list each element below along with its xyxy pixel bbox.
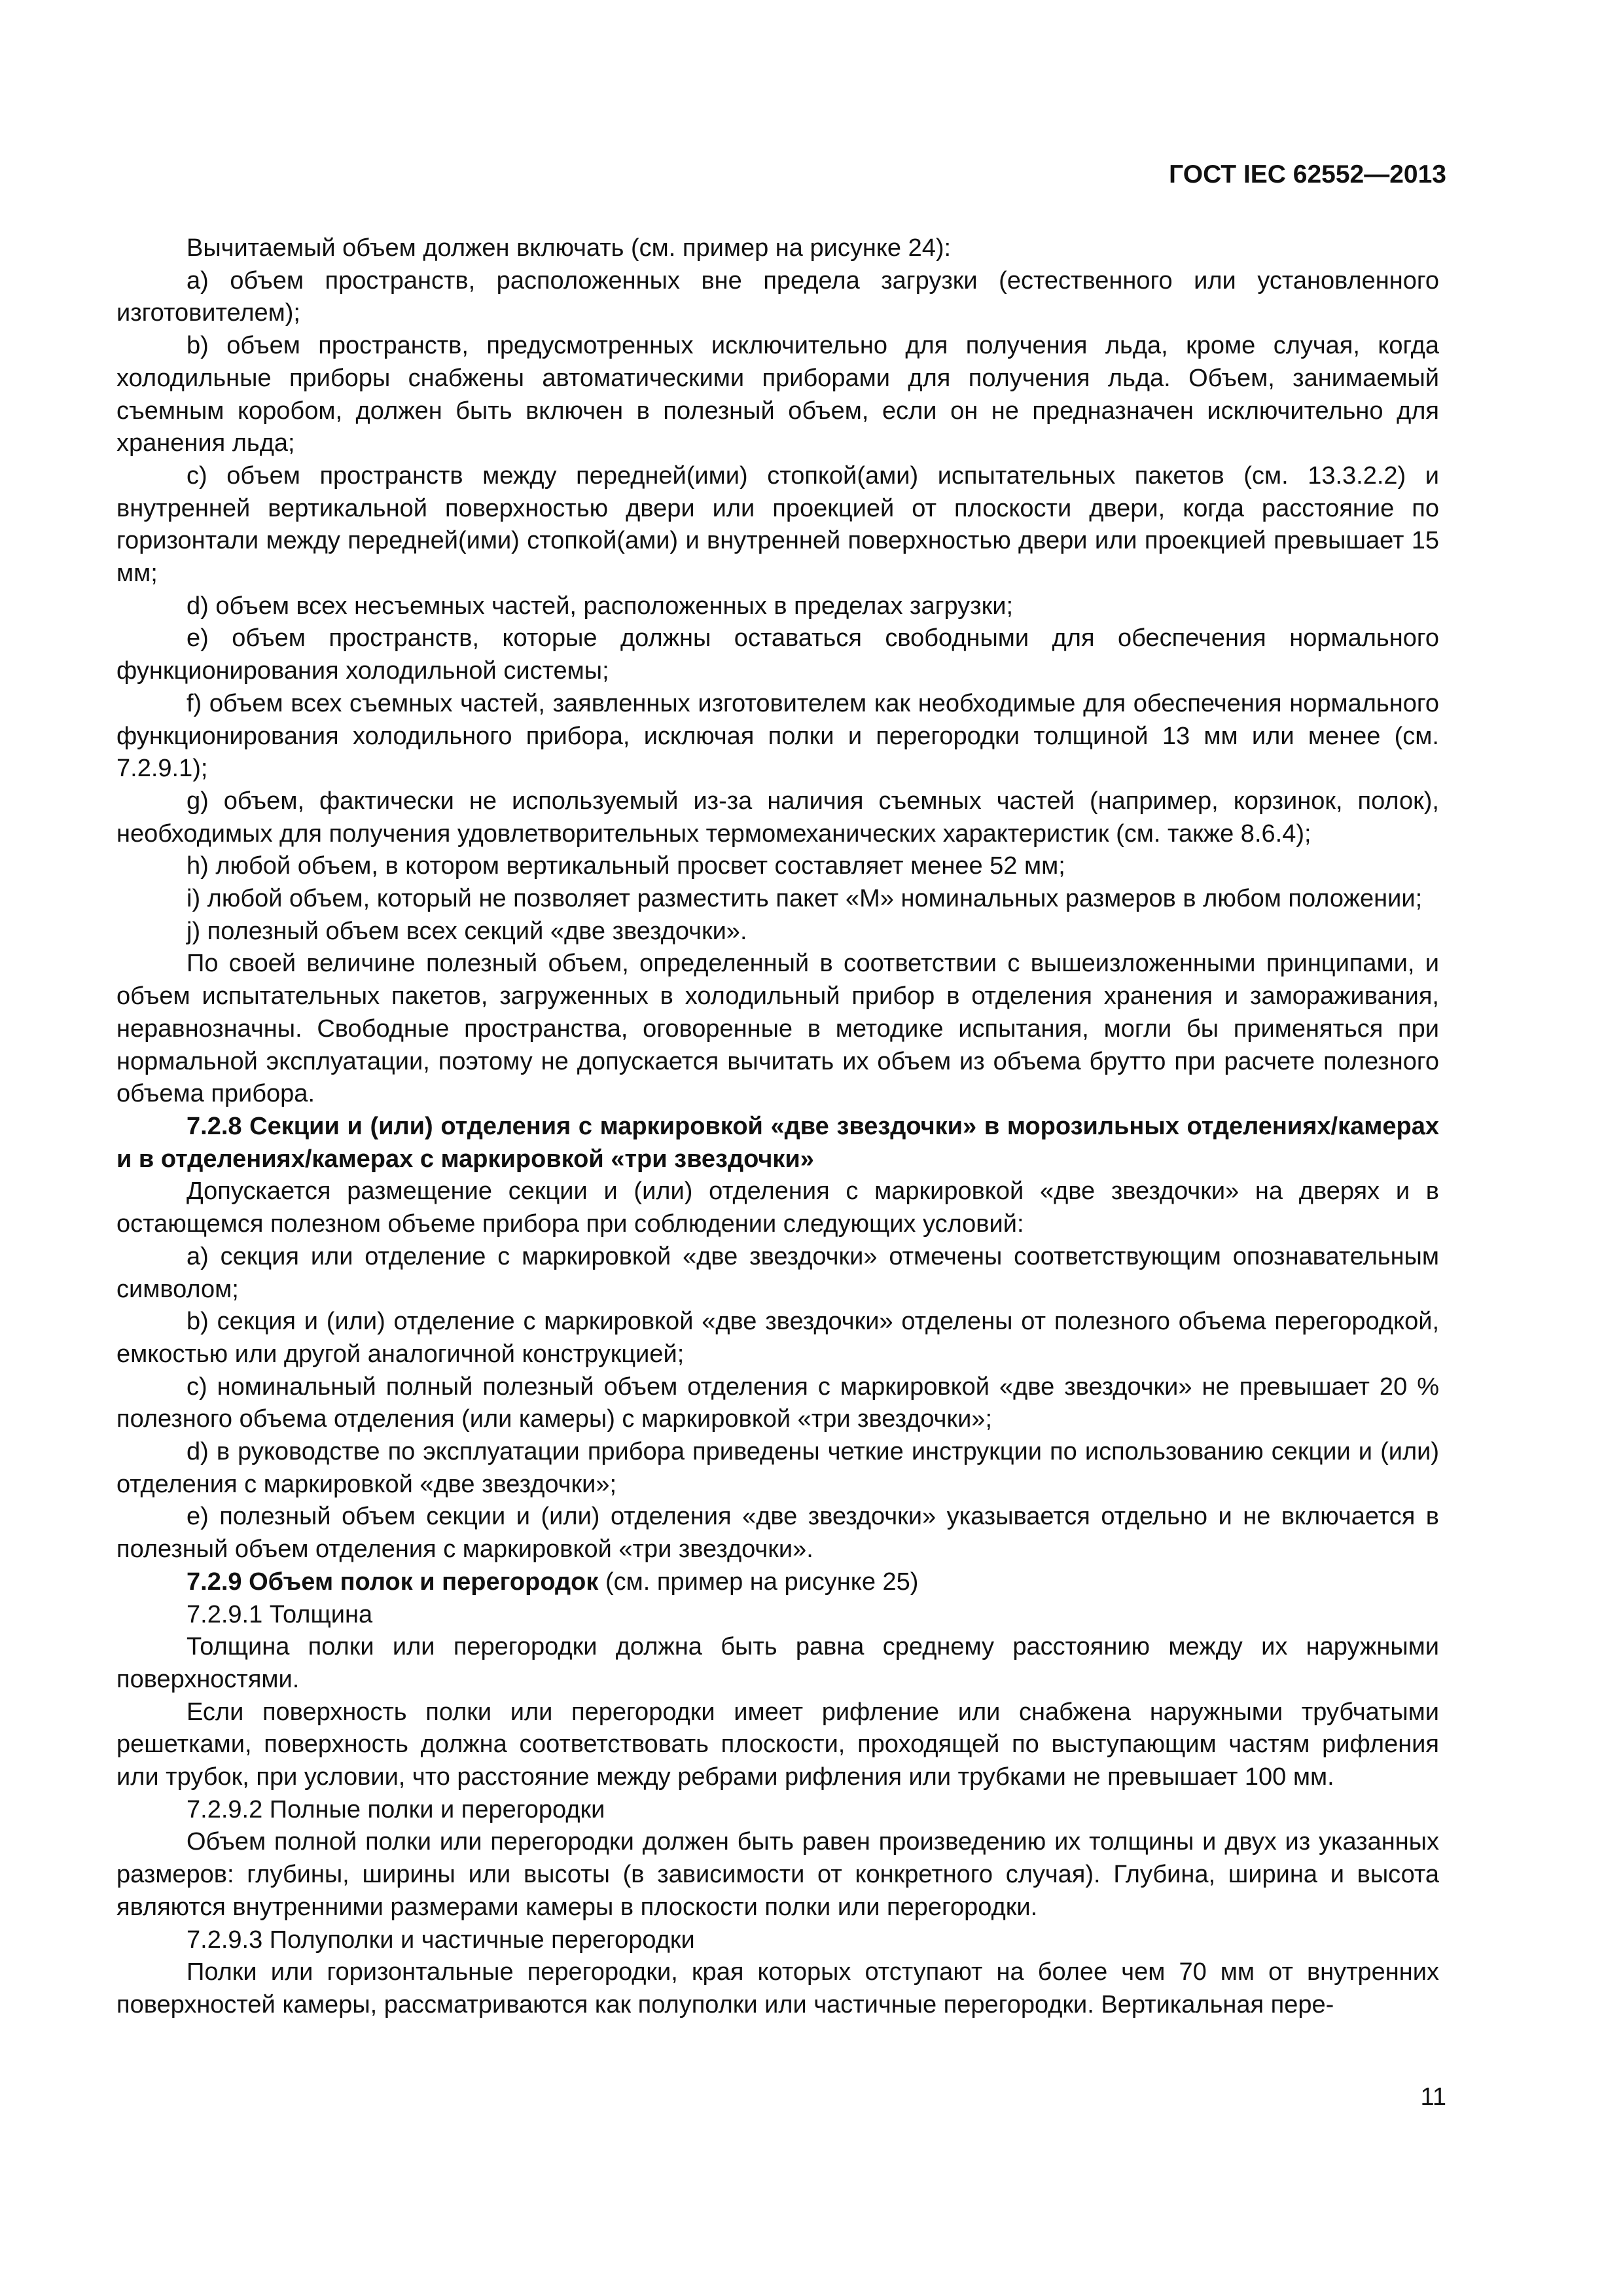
paragraph-text: b) секция и (или) отделение с маркировкой «две звездочки» отделены от полезного объема перегородкой, емкостью или другой аналогичной конструкцией; — [116, 1308, 1439, 1368]
body-paragraph — [116, 232, 1439, 265]
document-body — [116, 232, 1439, 2022]
paragraph-text: c) объем пространств между передней(ими) стопкой(ами) испытательных пакетов (см. 13.3.2.2) и внутренней вертикальной поверхностью двери или проекцией от плоскости двери, когда расстояние по горизонтали между передней(ими) стопкой(ами) и внутренней поверхностью двери или проекцией превышает 15 мм; — [116, 461, 1439, 588]
page-number: 11 — [1420, 2083, 1446, 2111]
paragraph-text: a) объем пространств, расположенных вне предела загрузки (естественного или установленного изготовителем); — [116, 266, 1439, 327]
body-paragraph — [116, 1241, 1439, 1306]
paragraph-text: Объем полной полки или перегородки должен быть равен произведению их толщины и двух из указанных размеров: глубины, ширины или высоты (в зависимости от конкретного случая). Глубина, ширина и высота являются внутренними размерами камеры в плоскости полки или перегородки. — [116, 1828, 1439, 1921]
body-paragraph — [116, 688, 1439, 785]
paragraph-text: j) полезный объем всех секций «две звездочки». — [187, 917, 747, 945]
document-header: ГОСТ IEC 62552—2013 — [1169, 160, 1446, 188]
paragraph-text: i) любой объем, который не позволяет разместить пакет «М» номинальных размеров в любом положении; — [187, 885, 1423, 913]
paragraph-text: b) объем пространств, предусмотренных исключительно для получения льда, кроме случая, когда холодильные приборы снабжены автоматическими приборами для получения льда. Объем, занимаемый съемным коробом, должен быть включен в полезный объем, если он не предназначен исключительно для хранения льда; — [116, 332, 1439, 457]
body-paragraph — [116, 850, 1439, 883]
paragraph-text: h) любой объем, в котором вертикальный просвет составляет менее 52 мм; — [187, 852, 1065, 880]
paragraph-text: 7.2.9.1 Толщина — [187, 1600, 373, 1628]
body-paragraph — [116, 1436, 1439, 1501]
body-paragraph — [116, 916, 1439, 948]
body-paragraph — [116, 590, 1439, 623]
paragraph-text: По своей величине полезный объем, определенный в соответствии с вышеизложенными принципами, и объем испытательных пакетов, загруженных в холодильный прибор в отделения хранения и замораживания, неравнозначны. Свободные пространства, оговоренные в методике испытания, могли бы применяться при нормальной эксплуатации, поэтому не допускается вычитать их объем из объема брутто при расчете полезного объема прибора. — [116, 950, 1439, 1108]
paragraph-text: d) объем всех несъемных частей, расположенных в пределах загрузки; — [187, 592, 1013, 620]
body-paragraph — [116, 1956, 1439, 2021]
paragraph-text: Полки или горизонтальные перегородки, края которых отступают на более чем 70 мм от внутренних поверхностей камеры, рассматриваются как полуполки или частичные перегородки. Вертикальная пере- — [116, 1958, 1439, 2018]
paragraph-text: Вычитаемый объем должен включать (см. пример на рисунке 24): — [187, 234, 952, 262]
paragraph-text: Допускается размещение секции и (или) отделения с маркировкой «две звездочки» на дверях и в остающемся полезном объеме прибора при соблюдении следующих условий: — [116, 1177, 1439, 1238]
paragraph-heading: 7.2.8 Секции и (или) отделения с маркировкой «две звездочки» в морозильных отделениях/камерах и в отделениях/камерах с маркировкой «три звездочки» — [116, 1112, 1439, 1173]
body-paragraph — [116, 1306, 1439, 1371]
paragraph-text: e) полезный объем секции и (или) отделения «две звездочки» указывается отдельно и не включается в полезный объем отделения с маркировкой «три звездочки». — [116, 1503, 1439, 1564]
body-paragraph — [116, 330, 1439, 460]
paragraph-text: Толщина полки или перегородки должна быть равна среднему расстоянию между их наружными поверхностями. — [116, 1633, 1439, 1693]
body-paragraph — [116, 1175, 1439, 1240]
body-paragraph — [116, 1599, 1439, 1632]
body-paragraph — [116, 1111, 1439, 1175]
body-paragraph — [116, 622, 1439, 687]
body-paragraph — [116, 785, 1439, 850]
paragraph-text: Если поверхность полки или перегородки имеет рифление или снабжена наружными трубчатыми решетками, поверхность должна соответствовать плоскости, проходящей по выступающим частям рифления или трубок, при условии, что расстояние между ребрами рифления или трубками не превышает 100 мм. — [116, 1698, 1439, 1791]
paragraph-text: (см. пример на рисунке 25) — [598, 1568, 919, 1596]
body-paragraph — [116, 1371, 1439, 1436]
body-paragraph — [116, 1826, 1439, 1924]
paragraph-text: 7.2.9.2 Полные полки и перегородки — [187, 1795, 605, 1823]
body-paragraph — [116, 948, 1439, 1111]
body-paragraph — [116, 1794, 1439, 1827]
body-paragraph — [116, 265, 1439, 330]
body-paragraph — [116, 460, 1439, 590]
paragraph-text: 7.2.9.3 Полуполки и частичные перегородки — [187, 1926, 695, 1954]
body-paragraph — [116, 1924, 1439, 1957]
paragraph-text: g) объем, фактически не используемый из-за наличия съемных частей (например, корзинок, полок), необходимых для получения удовлетворительных термомеханических характеристик (см. также 8.6.4); — [116, 787, 1439, 848]
body-paragraph — [116, 1696, 1439, 1794]
paragraph-text: f) объем всех съемных частей, заявленных изготовителем как необходимые для обеспечения нормального функционирования холодильного прибора, исключая полки и перегородки толщиной 13 мм или менее (см. 7.2.9.1); — [116, 689, 1439, 783]
body-paragraph — [116, 1631, 1439, 1696]
body-paragraph — [116, 1566, 1439, 1599]
paragraph-text: e) объем пространств, которые должны оставаться свободными для обеспечения нормального функционирования холодильной системы; — [116, 624, 1439, 685]
body-paragraph — [116, 883, 1439, 916]
paragraph-text: d) в руководстве по эксплуатации прибора приведены четкие инструкции по использованию секции и (или) отделения с маркировкой «две звездочки»; — [116, 1438, 1439, 1498]
paragraph-heading: 7.2.9 Объем полок и перегородок — [187, 1568, 599, 1596]
paragraph-text: a) секция или отделение с маркировкой «две звездочки» отмечены соответствующим опознавательным символом; — [116, 1242, 1439, 1303]
body-paragraph — [116, 1501, 1439, 1566]
paragraph-text: c) номинальный полный полезный объем отделения с маркировкой «две звездочки» не превышает 20 % полезного объема отделения (или камеры) с маркировкой «три звездочки»; — [116, 1372, 1439, 1433]
